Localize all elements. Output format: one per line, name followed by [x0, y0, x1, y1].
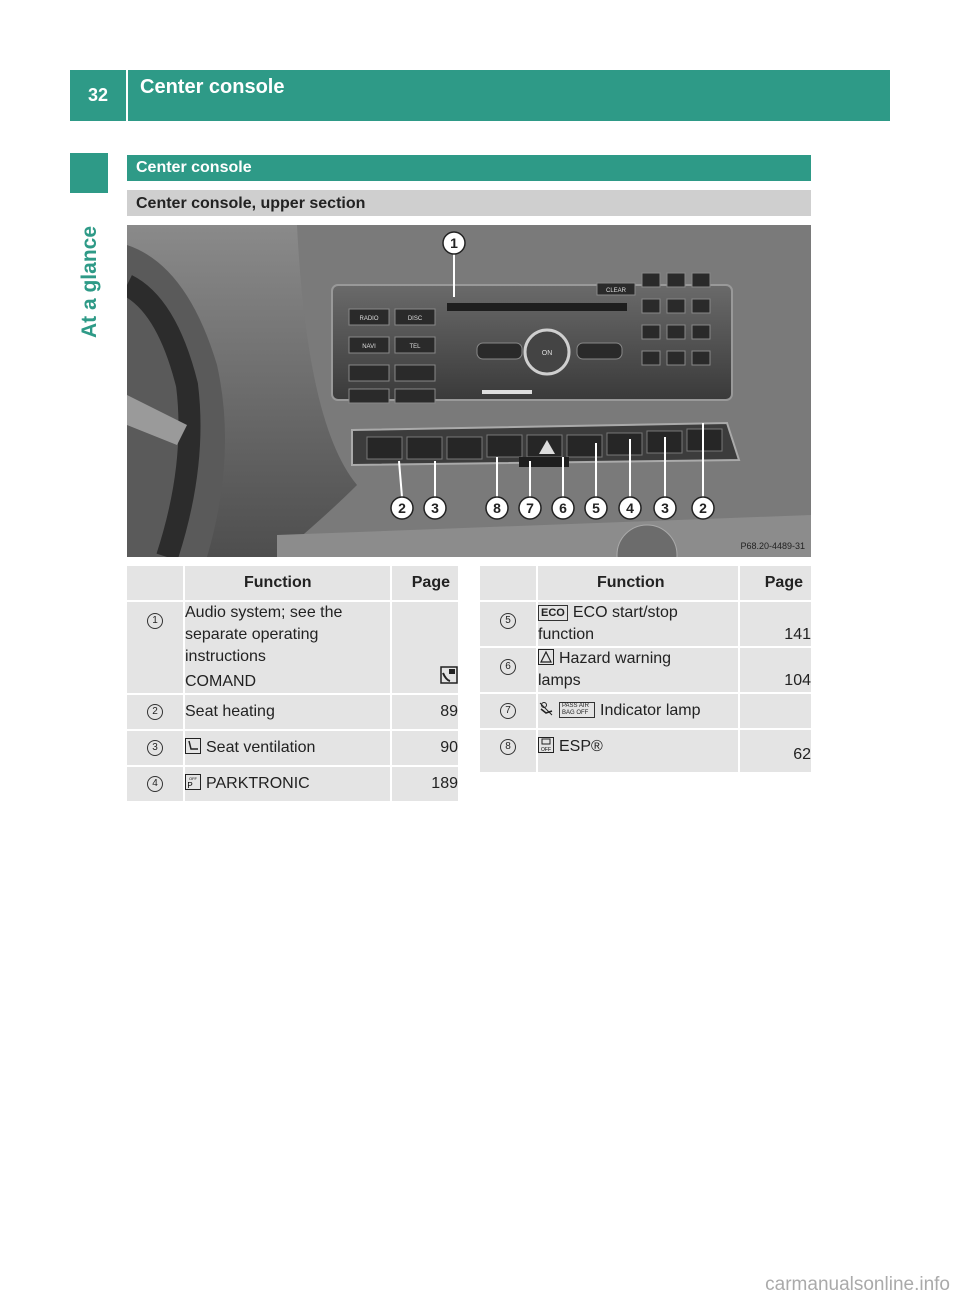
page-number: 32	[87, 85, 109, 105]
callout-label: 8	[493, 500, 501, 516]
parktronic-off-icon	[185, 774, 201, 790]
callout-label: 2	[699, 500, 707, 516]
svg-text:OFF: OFF	[189, 776, 197, 781]
row-function-cell	[536, 694, 740, 730]
function-text: Hazard warning	[559, 650, 672, 667]
row-page-cell	[740, 694, 811, 730]
table-row	[127, 731, 458, 767]
row-function-cell	[536, 602, 740, 648]
callout-label: 6	[559, 500, 567, 516]
callout-label: 2	[398, 500, 406, 516]
function-table-right	[480, 566, 811, 774]
table-header-row	[480, 566, 811, 602]
header-divider	[126, 70, 128, 121]
watermark: carmanualsonline.info	[765, 1274, 950, 1295]
col-page-label: Page	[764, 574, 803, 591]
callout-number: 1	[147, 613, 163, 629]
callout-number: 4	[147, 776, 163, 792]
row-page-cell	[392, 731, 458, 767]
page-ref: 189	[431, 775, 458, 792]
row-page-cell	[740, 648, 811, 694]
eco-icon: ECO	[538, 605, 568, 621]
on-knob-label: ON	[541, 350, 553, 357]
col-function-header	[183, 566, 392, 602]
callout-number: 2	[147, 704, 163, 720]
pass-airbag-off-icon: PASS AIR BAG OFF	[559, 702, 595, 718]
header-title-text: Center console	[140, 76, 285, 98]
function-line: function	[538, 626, 595, 643]
disc-button-label: DISC	[407, 316, 423, 322]
row-page-cell	[392, 767, 458, 803]
callout-label: 3	[431, 500, 439, 516]
hazard-icon	[538, 649, 554, 665]
table-row	[480, 648, 811, 694]
row-function-cell	[183, 602, 392, 695]
callout-number: 3	[147, 740, 163, 756]
table-row	[127, 767, 458, 803]
col-page-header	[392, 566, 458, 602]
function-text: PARKTRONIC	[206, 775, 310, 792]
callout-label: 1	[450, 235, 458, 251]
page-header	[70, 70, 890, 121]
page-ref: 141	[784, 626, 811, 643]
page-ref: 62	[793, 746, 811, 763]
radio-button-label: RADIO	[359, 316, 379, 322]
row-num-cell	[480, 730, 536, 774]
row-function-cell	[183, 767, 392, 803]
page-ref: 90	[440, 739, 458, 756]
table-header-row	[127, 566, 458, 602]
table-row	[127, 695, 458, 731]
row-function-cell	[536, 648, 740, 694]
table-row	[127, 602, 458, 695]
callout-label: 3	[661, 500, 669, 516]
book-icon	[440, 666, 458, 684]
function-text: Seat heating	[185, 703, 275, 720]
svg-text:P: P	[187, 781, 193, 790]
callout-number: 5	[500, 613, 516, 629]
function-line: Audio system; see the	[185, 604, 343, 621]
callout-label: 5	[592, 500, 600, 516]
row-num-cell	[127, 602, 183, 695]
side-tab-block	[70, 153, 108, 193]
row-num-cell	[127, 767, 183, 803]
col-function-label: Function	[244, 574, 312, 591]
table-row	[480, 602, 811, 648]
row-page-cell	[740, 602, 811, 648]
function-line: COMAND	[185, 673, 257, 690]
page-ref: 104	[784, 672, 811, 689]
page-ref: 89	[440, 703, 458, 720]
function-text: Seat ventilation	[206, 739, 316, 756]
function-line: separate operating	[185, 626, 319, 643]
center-console-photo	[127, 225, 811, 557]
airbag-icon	[538, 701, 556, 717]
function-line: lamps	[538, 672, 581, 689]
svg-text:OFF: OFF	[541, 747, 551, 753]
callout-label: 7	[526, 500, 534, 516]
col-num-header	[127, 566, 183, 602]
col-function-label: Function	[597, 574, 665, 591]
row-function-cell	[183, 695, 392, 731]
function-line	[538, 648, 738, 670]
seat-ventilation-icon	[185, 738, 201, 754]
row-num-cell	[480, 602, 536, 648]
row-function-cell	[536, 730, 740, 774]
function-table-left	[127, 566, 458, 803]
col-function-header	[536, 566, 740, 602]
function-line	[538, 602, 738, 624]
row-function-cell	[183, 731, 392, 767]
row-num-cell	[127, 731, 183, 767]
row-num-cell	[480, 694, 536, 730]
function-line: instructions	[185, 648, 266, 665]
row-page-cell	[392, 602, 458, 695]
header-title	[140, 70, 284, 121]
function-text: Indicator lamp	[600, 702, 701, 719]
col-page-label: Page	[411, 574, 450, 591]
col-num-header	[480, 566, 536, 602]
function-text: ESP®	[559, 738, 603, 755]
section-title: Center console	[127, 155, 811, 181]
row-page-cell	[740, 730, 811, 774]
tel-button-label: TEL	[409, 344, 421, 350]
side-tab	[70, 153, 108, 353]
callout-number: 7	[500, 703, 516, 719]
callout-number: 8	[500, 739, 516, 755]
navi-button-label: NAVI	[362, 344, 376, 350]
function-text: ECO start/stop	[572, 604, 678, 621]
clear-button-label: CLEAR	[605, 288, 627, 294]
callout-number: 6	[500, 659, 516, 675]
callout-label: 4	[626, 500, 634, 516]
section-subtitle: Center console, upper section	[127, 190, 811, 216]
row-num-cell	[127, 695, 183, 731]
col-page-header	[740, 566, 811, 602]
row-num-cell	[480, 648, 536, 694]
esp-off-icon	[538, 737, 554, 753]
photo-code: P68.20-4489-31	[740, 541, 805, 551]
table-row	[480, 730, 811, 774]
row-page-cell	[392, 695, 458, 731]
table-row	[480, 694, 811, 730]
side-tab-label: At a glance	[78, 225, 101, 339]
